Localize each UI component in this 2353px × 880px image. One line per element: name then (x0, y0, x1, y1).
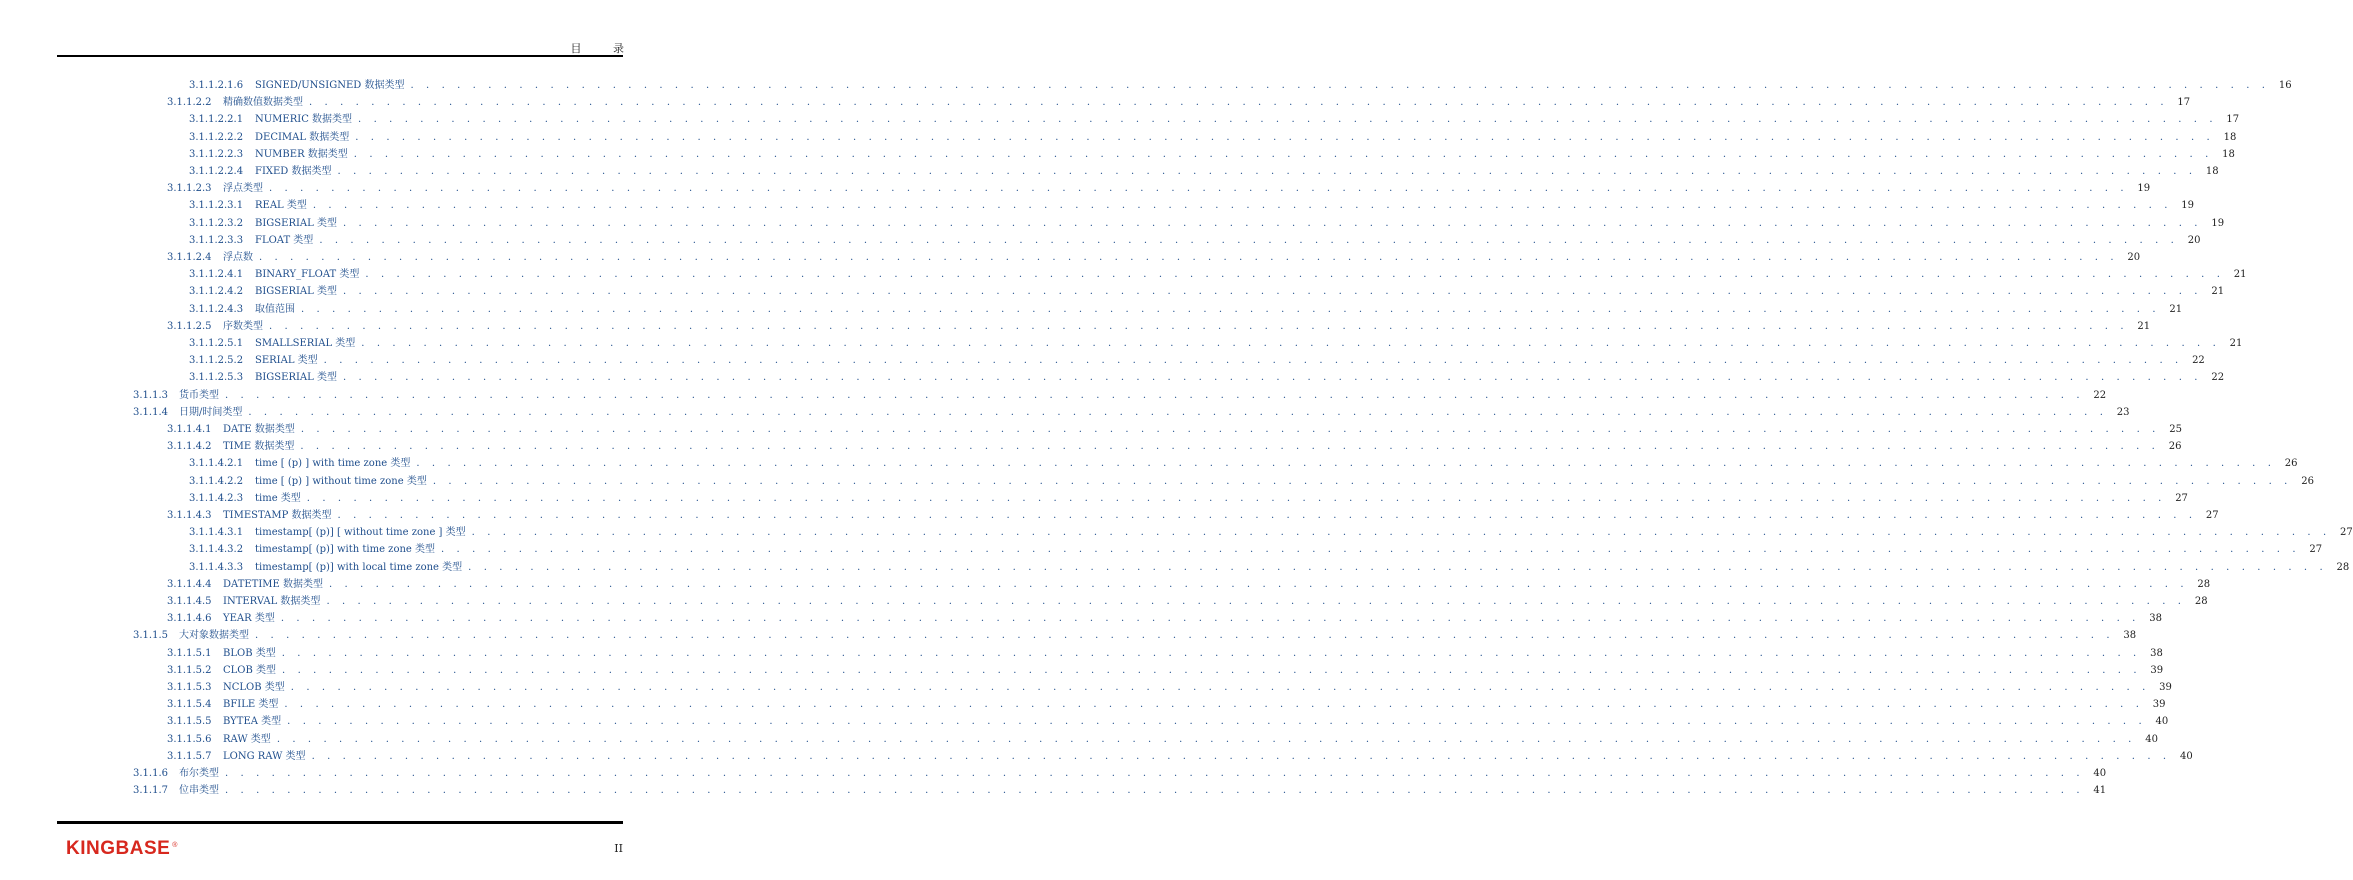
toc-entry-page: 19 (2211, 217, 2225, 229)
toc-dot-leader: . . . . . . . . . . . . . . . . . . . . . . . . . . . . . . . . . . . . . . . . . . . . . . . . . . . . . . . . . . . . . . . . . . . . . . . . . . . . . . . . . . . . . . . . . . . . . . . . . . . . . . . . . . . . . . . . . . . . . . . . (323, 355, 2183, 367)
toc-entry[interactable] (167, 248, 2141, 264)
toc-entry[interactable] (189, 282, 2225, 298)
toc-entry-page: 18 (2205, 166, 2219, 177)
toc-entry[interactable] (189, 454, 2298, 470)
toc-entry-number: 3.1.1.4.2.2 (189, 475, 244, 487)
toc-entry-number: 3.1.1.5.4 (167, 699, 212, 711)
toc-entry-number: 3.1.1.5.7 (167, 750, 212, 762)
toc-entry-number: 3.1.1.4.2.3 (189, 492, 244, 504)
toc-dot-leader: . . . . . . . . . . . . . . . . . . . . . . . . . . . . . . . . . . . . . . . . . . . . . . . . . . . . . . . . . . . . . . . . . . . . . . . . . . . . . . . . . . . . . . . . . . . . . . . . . . . . . . . . . . . . . . . . . . . . . . . . (259, 252, 2119, 263)
toc-entry-title: time [ (p) ] without time zone 类型 (255, 475, 427, 487)
toc-entry-number: 3.1.1.2.2 (167, 97, 212, 109)
toc-dot-leader: . . . . . . . . . . . . . . . . . . . . . . . . . . . . . . . . . . . . . . . . . . . . . . . . . . . . . . . . . . . . . . . . . . . . . . . . . . . . . . . . . . . . . . . . . . . . . . . . . . . . . . . . . . . . . . . . . . . . . . . . (337, 510, 2197, 521)
toc-entry[interactable] (167, 592, 2208, 608)
toc-dot-leader: . . . . . . . . . . . . . . . . . . . . . . . . . . . . . . . . . . . . . . . . . . . . . . . . . . . . . . . . . . . . . . . . . . . . . . . . . . . . . . . . . . . . . . . . . . . . . . . . . . . . . . . . . . . . . . . . . . . . . . . . (276, 733, 2136, 745)
toc-entry-page: 20 (2127, 252, 2141, 263)
toc-entry-number: 3.1.1.4.3 (167, 510, 212, 521)
toc-entry-title: TIMESTAMP 数据类型 (223, 510, 332, 521)
toc-entry-title: NCLOB 类型 (223, 682, 285, 693)
kingbase-logo (66, 838, 177, 860)
toc-entry-number: 3.1.1.2.3 (167, 183, 212, 195)
toc-entry[interactable] (189, 334, 2243, 350)
toc-entry-title: 布尔类型 (179, 768, 219, 779)
toc-entry-page: 27 (2340, 527, 2353, 539)
toc-entry[interactable] (189, 523, 2353, 539)
toc-entry-title: 日期/时间类型 (179, 406, 243, 418)
toc-entry-page: 40 (2155, 716, 2169, 728)
toc-entry-page: 22 (2192, 355, 2205, 367)
toc-dot-leader: . . . . . . . . . . . . . . . . . . . . . . . . . . . . . . . . . . . . . . . . . . . . . . . . . . . . . . . . . . . . . . . . . . . . . . . . . . . . . . . . . . . . . . . . . . . . . . . . . . . . . . . . . . . . . . . . . . . . . . . . (312, 200, 2172, 212)
toc-entry-title: SIGNED/UNSIGNED 数据类型 (255, 80, 405, 91)
toc-entry-page: 40 (2145, 733, 2158, 745)
toc-entry-page: 19 (2137, 183, 2151, 195)
toc-dot-leader: . . . . . . . . . . . . . . . . . . . . . . . . . . . . . . . . . . . . . . . . . . . . . . . . . . . . . . . . . . . . . . . . . . . . . . . . . . . . . . . . . . . . . . . . . . . . . . . . . . . . . . . . . . . . . . . . . . . . . . . . (355, 131, 2215, 143)
toc-dot-leader: . . . . . . . . . . . . . . . . . . . . . . . . . . . . . . . . . . . . . . . . . . . . . . . . . . . . . . . . . . . . . . . . . . . . . . . . . . . . . . . . . . . . . . . . . . . . . . . . . . . . . . . . . . . . . . . . . . . . . . . . (353, 148, 2213, 160)
toc-dot-leader: . . . . . . . . . . . . . . . . . . . . . . . . . . . . . . . . . . . . . . . . . . . . . . . . . . . . . . . . . . . . . . . . . . . . . . . . . . . . . . . . . . . . . . . . . . . . . . . . . . . . . . . . . . . . . . . . . . . . . . . . (311, 750, 2171, 762)
toc-entry-page: 21 (2211, 286, 2225, 298)
toc-entry-number: 3.1.1.2.5.2 (189, 355, 244, 367)
page-number: II (614, 842, 623, 855)
toc-entry[interactable] (133, 403, 2130, 419)
toc-entry[interactable] (167, 747, 2193, 763)
toc-dot-leader: . . . . . . . . . . . . . . . . . . . . . . . . . . . . . . . . . . . . . . . . . . . . . . . . . . . . . . . . . . . . . . . . . . . . . . . . . . . . . . . . . . . . . . . . . . . . . . . . . . . . . . . . . . . . . . . . . . . . . . . . (342, 217, 2203, 229)
toc-entry-page: 39 (2159, 682, 2172, 693)
toc-entry[interactable] (167, 420, 2182, 436)
toc-entry[interactable] (167, 661, 2164, 677)
toc-entry-number: 3.1.1.4.2.1 (189, 458, 244, 470)
toc-dot-leader: . . . . . . . . . . . . . . . . . . . . . . . . . . . . . . . . . . . . . . . . . . . . . . . . . . . . . . . . . . . . . . . . . . . . . . . . . . . . . . . . . . . . . . . . . . . . . . . . . . . . . . . . . . . . . . . . . . . . . . . . (269, 320, 2129, 332)
footer-rule (57, 821, 623, 824)
toc-entry-title: time [ (p) ] with time zone 类型 (255, 458, 411, 470)
registered-mark: ® (172, 841, 178, 849)
toc-dot-leader: . . . . . . . . . . . . . . . . . . . . . . . . . . . . . . . . . . . . . . . . . . . . . . . . . . . . . . . . . . . . . . . . . . . . . . . . . . . . . . . . . . . . . . . . . . . . . . . . . . . . . . . . . . . . . . . . . . . . . . . . (441, 544, 2301, 556)
toc-entry-page: 22 (2211, 372, 2225, 384)
toc-entry-page: 28 (2336, 561, 2350, 573)
toc-entry[interactable] (167, 609, 2162, 625)
toc-entry-number: 3.1.1.4.3.2 (189, 544, 244, 556)
toc-entry-title: BYTEA 类型 (223, 716, 282, 728)
toc-entry[interactable] (167, 575, 2211, 591)
toc-entry-number: 3.1.1.2.2.4 (189, 166, 244, 177)
toc-entry-title: YEAR 类型 (223, 613, 275, 625)
toc-entry-number: 3.1.1.3 (133, 389, 168, 401)
toc-entry-title: BLOB 类型 (223, 647, 276, 659)
toc-entry-page: 16 (2278, 80, 2292, 91)
toc-dot-leader: . . . . . . . . . . . . . . . . . . . . . . . . . . . . . . . . . . . . . . . . . . . . . . . . . . . . . . . . . . . . . . . . . . . . . . . . . . . . . . . . . . . . . . . . . . . . . . . . . . . . . . . . . . . . . . . . . . . . . . . . (468, 561, 2328, 573)
toc-entry-title: 大对象数据类型 (179, 630, 249, 642)
toc-dot-leader: . . . . . . . . . . . . . . . . . . . . . . . . . . . . . . . . . . . . . . . . . . . . . . . . . . . . . . . . . . . . . . . . . . . . . . . . . . . . . . . . . . . . . . . . . . . . . . . . . . . . . . . . . . . . . . . . . . . . . . . . (300, 424, 2160, 435)
toc-entry-page: 23 (2116, 406, 2130, 418)
toc-entry-page: 26 (2301, 475, 2314, 487)
toc-entry-title: FLOAT 类型 (255, 234, 314, 246)
toc-entry[interactable] (189, 368, 2225, 384)
toc-dot-leader: . . . . . . . . . . . . . . . . . . . . . . . . . . . . . . . . . . . . . . . . . . . . . . . . . . . . . . . . . . . . . . . . . . . . . . . . . . . . . . . . . . . . . . . . . . . . . . . . . . . . . . . . . . . . . . . . . . . . . . . . (287, 716, 2147, 728)
toc-entry-page: 38 (2149, 613, 2162, 625)
toc-entry-title: BIGSERIAL 类型 (255, 372, 337, 384)
toc-entry-title: RAW 类型 (223, 733, 271, 745)
toc-dot-leader: . . . . . . . . . . . . . . . . . . . . . . . . . . . . . . . . . . . . . . . . . . . . . . . . . . . . . . . . . . . . . . . . . . . . . . . . . . . . . . . . . . . . . . . . . . . . . . . . . . . . . . . . . . . . . . . . . . . . . . . . (306, 492, 2166, 504)
toc-dot-leader: . . . . . . . . . . . . . . . . . . . . . . . . . . . . . . . . . . . . . . . . . . . . . . . . . . . . . . . . . . . . . . . . . . . . . . . . . . . . . . . . . . . . . . . . . . . . . . . . . . . . . . . . . . . . . . . . . . . . . . . . (225, 768, 2085, 779)
toc-entry-page: 40 (2093, 768, 2107, 779)
toc-dot-leader: . . . . . . . . . . . . . . . . . . . . . . . . . . . . . . . . . . . . . . . . . . . . . . . . . . . . . . . . . . . . . . . . . . . . . . . . . . . . . . . . . . . . . . . . . . . . . . . . . . . . . . . . . . . . . . . . . . . . . . . . (337, 166, 2197, 177)
toc-entry[interactable] (133, 386, 2107, 402)
toc-entry-title: BINARY_FLOAT 类型 (255, 269, 360, 281)
toc-entry-number: 3.1.1.4.5 (167, 596, 212, 607)
toc-entry-title: BFILE 类型 (223, 699, 279, 711)
toc-entry-title: 取值范围 (255, 303, 295, 315)
toc-entry[interactable] (189, 162, 2219, 178)
toc-entry-number: 3.1.1.4.3.3 (189, 561, 244, 573)
toc-entry-number: 3.1.1.2.4.1 (189, 269, 244, 281)
toc-entry[interactable] (189, 76, 2292, 92)
toc-entry-number: 3.1.1.2.2.2 (189, 131, 244, 143)
toc-entry-page: 38 (2123, 630, 2137, 642)
toc-entry-title: LONG RAW 类型 (223, 750, 306, 762)
toc-entry-page: 27 (2205, 510, 2219, 521)
toc-dot-leader: . . . . . . . . . . . . . . . . . . . . . . . . . . . . . . . . . . . . . . . . . . . . . . . . . . . . . . . . . . . . . . . . . . . . . . . . . . . . . . . . . . . . . . . . . . . . . . . . . . . . . . . . . . . . . . . . . . . . . . . . (410, 80, 2270, 91)
toc-dot-leader: . . . . . . . . . . . . . . . . . . . . . . . . . . . . . . . . . . . . . . . . . . . . . . . . . . . . . . . . . . . . . . . . . . . . . . . . . . . . . . . . . . . . . . . . . . . . . . . . . . . . . . . . . . . . . . . . . . . . . . . . (255, 630, 2115, 642)
toc-entry-number: 3.1.1.2.4.3 (189, 303, 244, 315)
toc-entry-page: 21 (2233, 269, 2247, 281)
toc-entry-title: BIGSERIAL 类型 (255, 286, 337, 298)
toc-entry[interactable] (167, 644, 2163, 660)
toc-dot-leader: . . . . . . . . . . . . . . . . . . . . . . . . . . . . . . . . . . . . . . . . . . . . . . . . . . . . . . . . . . . . . . . . . . . . . . . . . . . . . . . . . . . . . . . . . . . . . . . . . . . . . . . . . . . . . . . . . . . . . . . . (280, 613, 2140, 625)
toc-entry-number: 3.1.1.2.2.3 (189, 148, 244, 160)
toc-entry-title: CLOB 类型 (223, 664, 277, 676)
toc-entry-title: BIGSERIAL 类型 (255, 217, 337, 229)
toc-entry-title: SERIAL 类型 (255, 355, 318, 367)
toc-dot-leader: . . . . . . . . . . . . . . . . . . . . . . . . . . . . . . . . . . . . . . . . . . . . . . . . . . . . . . . . . . . . . . . . . . . . . . . . . . . . . . . . . . . . . . . . . . . . . . . . . . . . . . . . . . . . . . . . . . . . . . . . (248, 406, 2108, 418)
toc-entry-number: 3.1.1.2.3.2 (189, 217, 244, 229)
toc-dot-leader: . . . . . . . . . . . . . . . . . . . . . . . . . . . . . . . . . . . . . . . . . . . . . . . . . . . . . . . . . . . . . . . . . . . . . . . . . . . . . . . . . . . . . . . . . . . . . . . . . . . . . . . . . . . . . . . . . . . . . . . . (342, 372, 2203, 384)
toc-dot-leader: . . . . . . . . . . . . . . . . . . . . . . . . . . . . . . . . . . . . . . . . . . . . . . . . . . . . . . . . . . . . . . . . . . . . . . . . . . . . . . . . . . . . . . . . . . . . . . . . . . . . . . . . . . . . . . . . . . . . . . . . (281, 647, 2141, 659)
toc-entry-number: 3.1.1.2.5 (167, 320, 212, 332)
toc-entry-title: time 类型 (255, 492, 301, 504)
toc-entry-title: NUMBER 数据类型 (255, 148, 348, 160)
toc-entry[interactable] (167, 93, 2191, 109)
toc-entry-number: 3.1.1.4.6 (167, 613, 212, 625)
toc-entry[interactable] (189, 128, 2237, 144)
toc-entry-title: 浮点数 (223, 252, 253, 263)
toc-entry-page: 26 (2168, 441, 2182, 453)
toc-entry-page: 21 (2229, 338, 2243, 349)
toc-dot-leader: . . . . . . . . . . . . . . . . . . . . . . . . . . . . . . . . . . . . . . . . . . . . . . . . . . . . . . . . . . . . . . . . . . . . . . . . . . . . . . . . . . . . . . . . . . . . . . . . . . . . . . . . . . . . . . . . . . . . . . . . (225, 785, 2085, 797)
toc-entry-number: 3.1.1.5.1 (167, 647, 212, 659)
toc-dot-leader: . . . . . . . . . . . . . . . . . . . . . . . . . . . . . . . . . . . . . . . . . . . . . . . . . . . . . . . . . . . . . . . . . . . . . . . . . . . . . . . . . . . . . . . . . . . . . . . . . . . . . . . . . . . . . . . . . . . . . . . . (301, 303, 2161, 315)
toc-entry-page: 25 (2169, 424, 2182, 435)
toc-entry-title: INTERVAL 数据类型 (223, 596, 321, 607)
toc-entry-number: 3.1.1.4 (133, 406, 168, 418)
toc-entry-title: REAL 类型 (255, 200, 307, 212)
toc-dot-leader: . . . . . . . . . . . . . . . . . . . . . . . . . . . . . . . . . . . . . . . . . . . . . . . . . . . . . . . . . . . . . . . . . . . . . . . . . . . . . . . . . . . . . . . . . . . . . . . . . . . . . . . . . . . . . . . . . . . . . . . . (284, 699, 2144, 711)
toc-entry[interactable] (167, 506, 2219, 522)
toc-entry-page: 28 (2194, 596, 2208, 607)
toc-entry-page: 41 (2093, 785, 2107, 797)
toc-entry-title: timestamp[ (p)] [ without time zone ] 类型 (255, 527, 466, 539)
toc-dot-leader: . . . . . . . . . . . . . . . . . . . . . . . . . . . . . . . . . . . . . . . . . . . . . . . . . . . . . . . . . . . . . . . . . . . . . . . . . . . . . . . . . . . . . . . . . . . . . . . . . . . . . . . . . . . . . . . . . . . . . . . . (309, 97, 2169, 109)
toc-dot-leader: . . . . . . . . . . . . . . . . . . . . . . . . . . . . . . . . . . . . . . . . . . . . . . . . . . . . . . . . . . . . . . . . . . . . . . . . . . . . . . . . . . . . . . . . . . . . . . . . . . . . . . . . . . . . . . . . . . . . . . . . (300, 441, 2160, 453)
toc-entry[interactable] (167, 678, 2172, 694)
toc-entry-title: NUMERIC 数据类型 (255, 114, 353, 126)
toc-entry-page: 38 (2150, 647, 2163, 659)
toc-entry-page: 18 (2222, 148, 2235, 160)
toc-entry-title: 精确数值数据类型 (223, 97, 303, 109)
toc-entry[interactable] (189, 231, 2201, 247)
toc-entry-number: 3.1.1.6 (133, 768, 168, 779)
toc-entry[interactable] (133, 764, 2107, 780)
toc-entry-number: 3.1.1.2.3.3 (189, 234, 244, 246)
toc-dot-leader: . . . . . . . . . . . . . . . . . . . . . . . . . . . . . . . . . . . . . . . . . . . . . . . . . . . . . . . . . . . . . . . . . . . . . . . . . . . . . . . . . . . . . . . . . . . . . . . . . . . . . . . . . . . . . . . . . . . . . . . . (342, 286, 2203, 298)
toc-entry-page: 19 (2181, 200, 2194, 212)
toc-dot-leader: . . . . . . . . . . . . . . . . . . . . . . . . . . . . . . . . . . . . . . . . . . . . . . . . . . . . . . . . . . . . . . . . . . . . . . . . . . . . . . . . . . . . . . . . . . . . . . . . . . . . . . . . . . . . . . . . . . . . . . . . (269, 183, 2129, 195)
toc-entry-title: 序数类型 (223, 320, 263, 332)
toc-entry-number: 3.1.1.4.1 (167, 424, 212, 435)
toc-entry-number: 3.1.1.2.4.2 (189, 286, 244, 298)
toc-dot-leader: . . . . . . . . . . . . . . . . . . . . . . . . . . . . . . . . . . . . . . . . . . . . . . . . . . . . . . . . . . . . . . . . . . . . . . . . . . . . . . . . . . . . . . . . . . . . . . . . . . . . . . . . . . . . . . . . . . . . . . . . (416, 458, 2276, 470)
toc-entry-number: 3.1.1.2.3.1 (189, 200, 244, 212)
toc-entry-page: 26 (2284, 458, 2298, 470)
toc-entry[interactable] (189, 145, 2235, 161)
toc-entry-number: 3.1.1.4.4 (167, 578, 212, 590)
toc-entry-number: 3.1.1.2.2.1 (189, 114, 244, 126)
toc-entry-number: 3.1.1.5.6 (167, 733, 212, 745)
toc-dot-leader: . . . . . . . . . . . . . . . . . . . . . . . . . . . . . . . . . . . . . . . . . . . . . . . . . . . . . . . . . . . . . . . . . . . . . . . . . . . . . . . . . . . . . . . . . . . . . . . . . . . . . . . . . . . . . . . . . . . . . . . . (319, 234, 2179, 246)
logo-text: KINGBASE (66, 838, 171, 859)
toc-entry-page: 20 (2187, 234, 2201, 246)
toc-entry-title: 货币类型 (179, 389, 219, 401)
toc-entry-title: DECIMAL 数据类型 (255, 131, 350, 143)
toc-entry[interactable] (189, 558, 2350, 574)
toc-entry-number: 3.1.1.2.5.3 (189, 372, 244, 384)
toc-entry[interactable] (189, 351, 2205, 367)
toc-entry[interactable] (167, 317, 2151, 333)
toc-entry-number: 3.1.1.5.2 (167, 664, 212, 676)
toc-dot-leader: . . . . . . . . . . . . . . . . . . . . . . . . . . . . . . . . . . . . . . . . . . . . . . . . . . . . . . . . . . . . . . . . . . . . . . . . . . . . . . . . . . . . . . . . . . . . . . . . . . . . . . . . . . . . . . . . . . . . . . . . (282, 664, 2142, 676)
toc-entry[interactable] (189, 110, 2240, 126)
toc-entry[interactable] (189, 265, 2247, 281)
toc-entry[interactable] (167, 437, 2182, 453)
page-header-title: 目 录 (570, 42, 638, 55)
toc-dot-leader: . . . . . . . . . . . . . . . . . . . . . . . . . . . . . . . . . . . . . . . . . . . . . . . . . . . . . . . . . . . . . . . . . . . . . . . . . . . . . . . . . . . . . . . . . . . . . . . . . . . . . . . . . . . . . . . . . . . . . . . . (432, 475, 2292, 487)
toc-entry-title: TIME 数据类型 (223, 441, 295, 453)
toc-entry-title: 浮点类型 (223, 183, 263, 195)
toc-entry[interactable] (167, 730, 2158, 746)
toc-entry-number: 3.1.1.7 (133, 785, 168, 797)
toc-entry[interactable] (167, 695, 2166, 711)
toc-dot-leader: . . . . . . . . . . . . . . . . . . . . . . . . . . . . . . . . . . . . . . . . . . . . . . . . . . . . . . . . . . . . . . . . . . . . . . . . . . . . . . . . . . . . . . . . . . . . . . . . . . . . . . . . . . . . . . . . . . . . . . . . (361, 338, 2221, 349)
toc-entry-page: 18 (2223, 131, 2237, 143)
toc-entry-number: 3.1.1.5 (133, 630, 168, 642)
toc-entry-number: 3.1.1.4.2 (167, 441, 212, 453)
toc-entry-title: timestamp[ (p)] with local time zone 类型 (255, 561, 463, 573)
toc-dot-leader: . . . . . . . . . . . . . . . . . . . . . . . . . . . . . . . . . . . . . . . . . . . . . . . . . . . . . . . . . . . . . . . . . . . . . . . . . . . . . . . . . . . . . . . . . . . . . . . . . . . . . . . . . . . . . . . . . . . . . . . . (329, 578, 2189, 590)
toc-entry[interactable] (189, 214, 2225, 230)
toc-entry-number: 3.1.1.5.3 (167, 682, 212, 693)
toc-entry-page: 40 (2179, 750, 2193, 762)
toc-entry-number: 3.1.1.5.5 (167, 716, 212, 728)
toc-entry[interactable] (189, 196, 2194, 212)
toc-dot-leader: . . . . . . . . . . . . . . . . . . . . . . . . . . . . . . . . . . . . . . . . . . . . . . . . . . . . . . . . . . . . . . . . . . . . . . . . . . . . . . . . . . . . . . . . . . . . . . . . . . . . . . . . . . . . . . . . . . . . . . . . (471, 527, 2331, 539)
toc-dot-leader: . . . . . . . . . . . . . . . . . . . . . . . . . . . . . . . . . . . . . . . . . . . . . . . . . . . . . . . . . . . . . . . . . . . . . . . . . . . . . . . . . . . . . . . . . . . . . . . . . . . . . . . . . . . . . . . . . . . . . . . . (365, 269, 2225, 281)
toc-entry-page: 27 (2309, 544, 2323, 556)
toc-dot-leader: . . . . . . . . . . . . . . . . . . . . . . . . . . . . . . . . . . . . . . . . . . . . . . . . . . . . . . . . . . . . . . . . . . . . . . . . . . . . . . . . . . . . . . . . . . . . . . . . . . . . . . . . . . . . . . . . . . . . . . . . (225, 389, 2085, 401)
toc-entry[interactable] (189, 489, 2188, 505)
toc-entry-page: 17 (2226, 114, 2240, 126)
toc-entry-title: SMALLSERIAL 类型 (255, 338, 356, 349)
toc-entry-page: 39 (2152, 699, 2166, 711)
toc-entry-title: 位串类型 (179, 785, 219, 797)
toc-entry-page: 21 (2169, 303, 2183, 315)
toc-entry[interactable] (167, 179, 2151, 195)
toc-entry[interactable] (189, 472, 2314, 488)
toc-dot-leader: . . . . . . . . . . . . . . . . . . . . . . . . . . . . . . . . . . . . . . . . . . . . . . . . . . . . . . . . . . . . . . . . . . . . . . . . . . . . . . . . . . . . . . . . . . . . . . . . . . . . . . . . . . . . . . . . . . . . . . . . (290, 682, 2150, 693)
toc-entry-title: timestamp[ (p)] with time zone 类型 (255, 544, 435, 556)
toc-entry-title: DATETIME 数据类型 (223, 578, 323, 590)
toc-entry-number: 3.1.1.2.4 (167, 252, 212, 263)
toc-entry-title: DATE 数据类型 (223, 424, 295, 435)
toc-entry-page: 22 (2093, 389, 2107, 401)
toc-entry-page: 17 (2177, 97, 2191, 109)
toc-entry-title: FIXED 数据类型 (255, 166, 332, 177)
toc-entry[interactable] (167, 712, 2169, 728)
toc-entry-number: 3.1.1.2.5.1 (189, 338, 244, 349)
toc-entry-page: 27 (2175, 492, 2188, 504)
toc-entry-page: 21 (2137, 320, 2151, 332)
toc-entry-page: 28 (2197, 578, 2211, 590)
toc-dot-leader: . . . . . . . . . . . . . . . . . . . . . . . . . . . . . . . . . . . . . . . . . . . . . . . . . . . . . . . . . . . . . . . . . . . . . . . . . . . . . . . . . . . . . . . . . . . . . . . . . . . . . . . . . . . . . . . . . . . . . . . . (358, 114, 2218, 126)
toc-entry[interactable] (133, 781, 2107, 797)
toc-entry-page: 39 (2150, 664, 2164, 676)
toc-entry[interactable] (189, 540, 2323, 556)
toc-entry[interactable] (133, 626, 2137, 642)
toc-entry-number: 3.1.1.4.3.1 (189, 527, 244, 539)
toc-entry-number: 3.1.1.2.1.6 (189, 80, 244, 91)
toc-entry[interactable] (189, 300, 2183, 316)
header-rule (57, 55, 623, 57)
toc-dot-leader: . . . . . . . . . . . . . . . . . . . . . . . . . . . . . . . . . . . . . . . . . . . . . . . . . . . . . . . . . . . . . . . . . . . . . . . . . . . . . . . . . . . . . . . . . . . . . . . . . . . . . . . . . . . . . . . . . . . . . . . . (326, 596, 2186, 607)
